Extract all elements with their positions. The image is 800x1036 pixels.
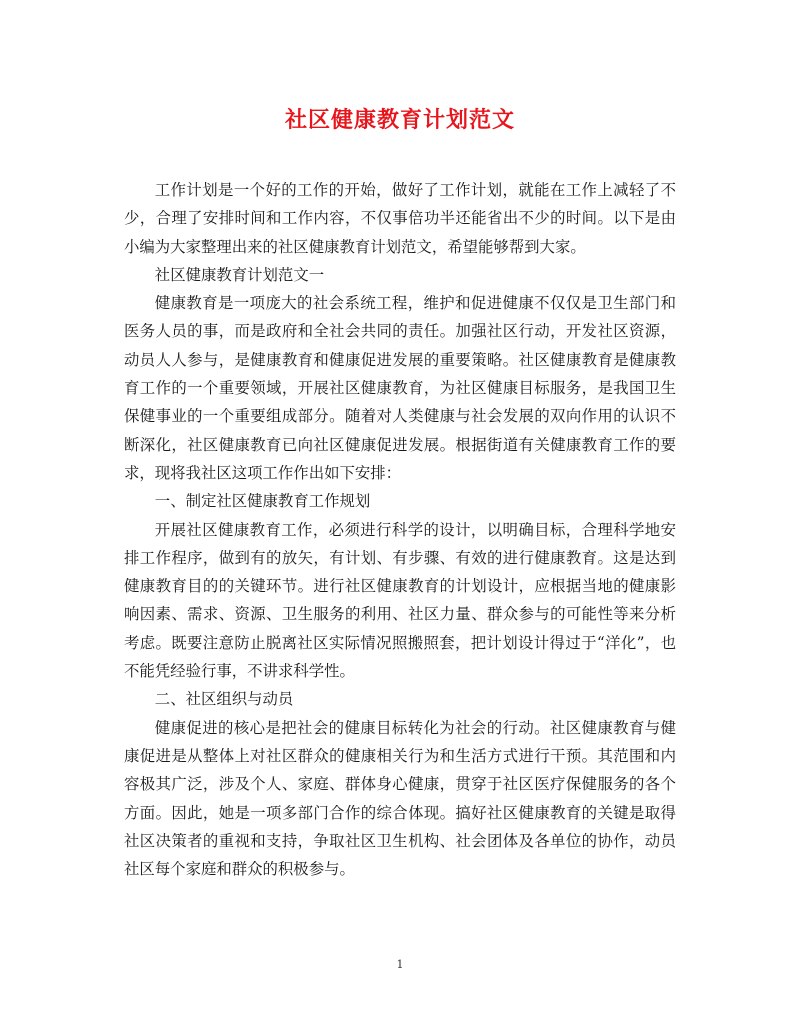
intro-paragraph: 工作计划是一个好的工作的开始，做好了工作计划，就能在工作上减轻了不少，合理了安排时间和工作内容，不仅事倍功半还能省出不少的时间。以下是由小编为大家整理出来的社区健康教育计划范文，希望能够帮到大家。: [124, 181, 676, 256]
body-paragraph: 健康教育是一项庞大的社会系统工程，维护和促进健康不仅仅是卫生部门和医务人员的事，而是政府和全社会共同的责任。加强社区行动，开发社区资源，动员人人参与，是健康教育和健康促进发展的重要策略。社区健康教育是健康教育工作的一个重要领域，开展社区健康教育，为社区健康目标服务，是我国卫生保健事业的一个重要组成部分。随着对人类健康与社会发展的双向作用的认识不断深化，社区健康教育已向社区健康促进发展。根据街道有关健康教育工作的要求，现将我社区这项工作作出如下安排：: [124, 294, 676, 482]
section-heading-planning: 一、制定社区健康教育工作规划: [154, 492, 371, 511]
body-paragraph: 开展社区健康教育工作，必须进行科学的设计，以明确目标，合理科学地安排工作程序，做到有的放矢，有计划、有步骤、有效的进行健康教育。这是达到健康教育目的的关键环节。进行社区健康教育的计划设计，应根据当地的健康影响因素、需求、资源、卫生服务的利用、社区力量、群众参与的可能性等来分析考虑。既要注意防止脱离社区实际情况照搬照套，把计划设计得过于“洋化”，也不能凭经验行事，不讲求科学性。: [124, 520, 676, 681]
page-number: 1: [396, 958, 404, 971]
body-paragraph: 健康促进的核心是把社会的健康目标转化为社会的行动。社区健康教育与健康促进是从整体上对社区群众的健康相关行为和生活方式进行干预。其范围和内容极其广泛，涉及个人、家庭、群体身心健康，贯穿于社区医疗保健服务的各个方面。因此，她是一项多部门合作的综合体现。搞好社区健康教育的关键是取得社区决策者的重视和支持，争取社区卫生机构、社会团体及各单位的协作，动员社区每个家庭和群众的积极参与。: [124, 718, 676, 879]
section-heading-sample-one: 社区健康教育计划范文一: [154, 265, 325, 284]
section-heading-organization: 二、社区组织与动员: [154, 690, 294, 709]
document-title: 社区健康教育计划范文: [284, 107, 515, 133]
document-body: [124, 176, 676, 883]
